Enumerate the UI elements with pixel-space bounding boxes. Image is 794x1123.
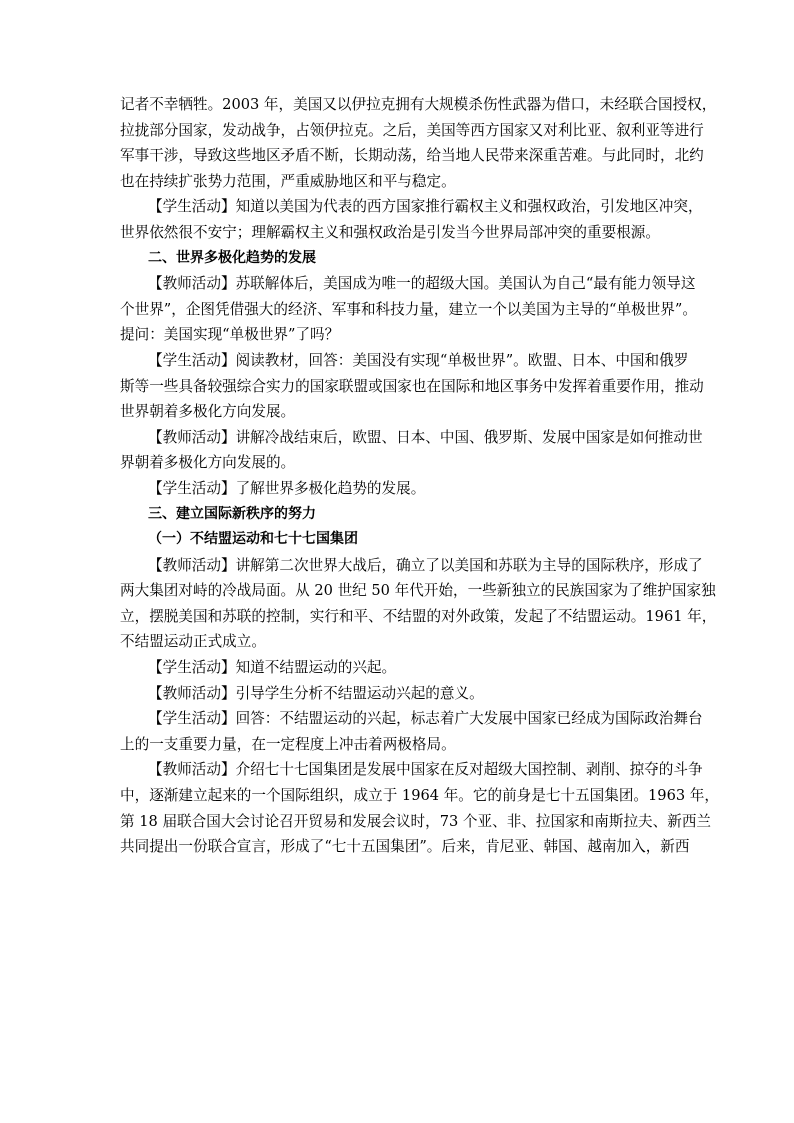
text-line: 斯等一些具备较强综合实力的国家联盟或国家也在国际和地区事务中发挥着重要作用，推动 [120,377,704,395]
text-line: 【学生活动】知道不结盟运动的兴起。 [148,659,397,677]
text-line: 个世界”，企图凭借强大的经济、军事和科技力量，建立一个以美国为主导的“单极世界”。 [120,300,697,318]
section-heading [120,246,680,272]
text-line: 二、世界多极化趋势的发展 [148,249,316,266]
text-line: 提问：美国实现“单极世界”了吗？ [120,326,340,344]
text-line: 界朝着多极化方向发展的。 [120,454,296,472]
text-line: 【教师活动】讲解第二次世界大战后，确立了以美国和苏联为主导的国际秩序，形成了 [148,556,703,574]
text-line: 上的一支重要力量，在一定程度上冲击着两极格局。 [120,735,456,753]
paragraph [120,476,680,502]
text-line: 【学生活动】了解世界多极化趋势的发展。 [148,479,426,497]
paragraph [120,425,703,476]
text-line: 三、建立国际新秩序的努力 [148,505,316,522]
paragraph [120,655,680,681]
section-heading [120,527,680,553]
text-line: 不结盟运动正式成立。 [120,633,266,651]
text-line: 【教师活动】引导学生分析不结盟运动兴起的意义。 [148,684,484,702]
text-line: 世界朝着多极化方向发展。 [120,403,296,421]
paragraph [120,681,680,707]
paragraph [120,348,704,425]
text-line: 记者不幸牺牲。2003 年，美国又以伊拉克拥有大规模杀伤性武器为借口，未经联合国授权， [120,96,717,113]
text-line: 立，摆脱美国和苏联的控制，实行和平、不结盟的对外政策，发起了不结盟运动。1961 年， [120,607,717,625]
paragraph [120,757,719,859]
text-line: 【教师活动】苏联解体后，美国成为唯一的超级大国。美国认为自己“最有能力领导这 [148,275,696,293]
text-line: 世界依然很不安宁；理解霸权主义和强权政治是引发当今世界局部冲突的重要根源。 [120,223,660,241]
paragraph [120,92,717,194]
text-line: （一）不结盟运动和七十七国集团 [148,531,358,548]
text-line: 【教师活动】介绍七十七国集团是发展中国家在反对超级大国控制、剥削、掠夺的斗争 [148,761,703,779]
text-line: 【学生活动】知道以美国为代表的西方国家推行霸权主义和强权政治，引发地区冲突， [148,198,703,216]
text-line: 【教师活动】讲解冷战结束后，欧盟、日本、中国、俄罗斯、发展中国家是如何推动世 [148,428,703,446]
text-line: 【学生活动】阅读教材，回答：美国没有实现“单极世界”。欧盟、日本、中国和俄罗 [148,351,689,369]
document-body [120,92,719,860]
paragraph [120,271,697,348]
text-line: 拉拢部分国家，发动战争，占领伊拉克。之后，美国等西方国家又对利比亚、叙利亚等进行 [120,121,704,139]
text-line: 两大集团对峙的冷战局面。从 20 世纪 50 年代开始，一些新独立的民族国家为了维护国家独 [120,582,716,600]
text-line: 中，逐渐建立起来的一个国际组织，成立于 1964 年。它的前身是七十五国集团。1963 年， [120,787,719,805]
text-line: 共同提出一份联合宣言，形成了“七十五国集团”。后来，肯尼亚、韩国、越南加入，新西 [120,838,690,856]
paragraph [120,194,703,245]
text-line: 【学生活动】回答：不结盟运动的兴起，标志着广大发展中国家已经成为国际政治舞台 [148,710,703,728]
paragraph [120,553,717,655]
section-heading [120,502,680,528]
text-line: 也在持续扩张势力范围，严重威胁地区和平与稳定。 [120,172,456,190]
text-line: 第 18 届联合国大会讨论召开贸易和发展会议时，73 个亚、非、拉国家和南斯拉夫、新西兰 [120,812,712,830]
paragraph [120,706,703,757]
text-line: 军事干涉，导致这些地区矛盾不断，长期动荡，给当地人民带来深重苦难。与此同时，北约 [120,147,704,165]
